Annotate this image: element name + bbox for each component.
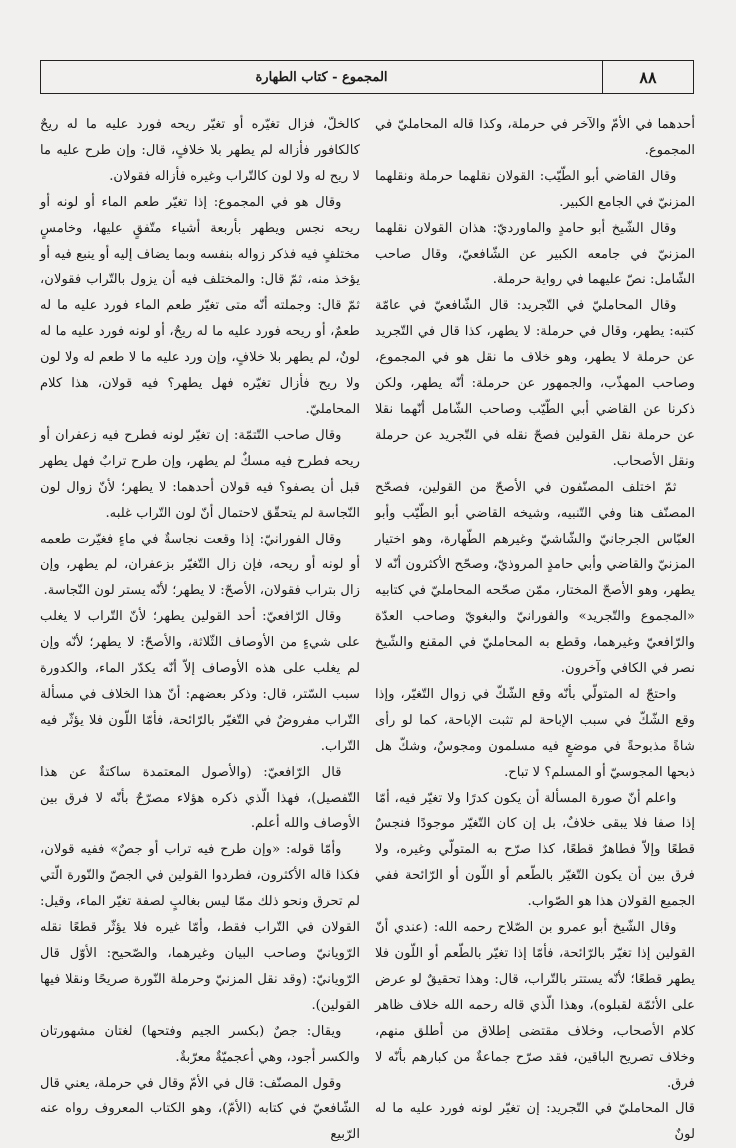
running-title: المجموع - كتاب الطهارة bbox=[255, 69, 388, 85]
paragraph: وأمّا قوله: «وإن طرح فيه تراب أو جصٌ» ففيه قولان، فكذا قاله الأكثرون، فطردوا القولين في الجصّ والنّورة الّتي لم تحرق ونحو ذلك ممّا ليس بغالبٍ لصفة تغيّر الماء، وقيل: القولان في التّراب فقط، وأمّا غيره فلا يؤثّر قطعًا نقله الرّويانيّ وصاحب البيان وغيرهما، والصّحيح: الأوّل قال الرّويانيّ: (وقد نقل المزنيّ وحرملة النّورة صريحًا ونقلا فيها القولين). bbox=[40, 842, 360, 1013]
paragraph: أحدهما في الأمّ والآخر في حرملة، وكذا قاله المحامليّ في المجموع. bbox=[375, 117, 695, 158]
paragraph: وقول المصنّف: قال في الأمّ وقال في حرملة، يعني قال الشّافعيّ في كتابه (الأمّ)، وهو الكتاب المعروف رواه عنه الرّبيع bbox=[40, 1075, 360, 1143]
paragraph: ثمّ اختلف المصنّفون في الأصحّ من القولين، فصحّح المصنّف هنا وفي التّنبيه، وشيخه القاضي أبو الطّيّب وأبو العبّاس الجرجانيّ والشّاشيّ وغيرهم الطّهارة، وهو اختيار المزنيّ والقاضي وأبي حامدٍ المروذيّ، وصحّح الأكثرون أنّه لا يطهر، وهو الأصحّ المختار، ممّن صحّحه المحامليّ في كتابيه «المجموع والتّجريد» والفورانيّ والبغويّ وصاحب العدّة والرّافعيّ وغيرهما، وقطع به المحامليّ في المقنع والشّيخ نصر في الكافي وآخرون. bbox=[375, 479, 695, 677]
paragraph: واحتجّ له المتولّي بأنّه وقع الشّكّ في زوال التّغيّر، وإذا وقع الشّكّ في سبب الإباحة لم تثبت الإباحة، كما لو رأى شاةً مذبوحةً في موضعٍ فيه مسلمون ومجوسٌ، وشكّ هل ذبحها المجوسيّ أو المسلم؟ لا تباح. bbox=[375, 686, 695, 780]
paragraph: وقال القاضي أبو الطّيّب: القولان نقلهما حرملة ونقلهما المزنيّ في الجامع الكبير. bbox=[375, 168, 695, 210]
page-number: ٨٨ bbox=[602, 61, 693, 93]
left-column bbox=[40, 112, 360, 1148]
paragraph: وقال صاحب التّتمّة: إن تغيّر لونه فطرح فيه زعفران أو ريحه فطرح فيه مسكٌ لم يطهر، وإن طرح ترابٌ فهل يطهر قبل أن يصفو؟ فيه قولان أحدهما: لا يطهر؛ لأنّ زوال لون النّجاسة لم يتحقّق لاحتمال أنّ لون التّراب غلبه. bbox=[40, 427, 360, 521]
paragraph: وقال الرّافعيّ: أحد القولين يطهر؛ لأنّ التّراب لا يغلب على شيءٍ من الأوصاف الثّلاثة، والأصحّ: لا يطهر؛ لأنّه وإن لم يغلب على هذه الأوصاف إلاّ أنّه يكدّر الماء، والكدورة سبب السّتر، قال: وذكر بعضهم: أنّ هذا الخلاف في مسألة التّراب مفروضٌ في التّغيّر بالرّائحة، فأمّا اللّون فلا يؤثّر فيه التّراب. bbox=[40, 609, 360, 754]
paragraph: وقال المحامليّ في التّجريد: قال الشّافعيّ في عامّة كتبه: يطهر، وقال في حرملة: لا يطهر، كذا قال في التّجريد عن حرملة لا يطهر، وهو خلاف ما نقل هو في المجموع، وصاحب المهذّب، والجمهور عن حرملة: أنّه يطهر، ولكن ذكرنا عن القاضي أبي الطّيّب وصاحب الشّامل أنّهما نقلا عن حرملة نقل القولين فصحّ نقله في التّجريد عن حرملة ونقل الأصحاب. bbox=[375, 298, 695, 469]
paragraph: ويقال: جصٌ (بكسر الجيم وفتحها) لغتان مشهورتان والكسر أجود، وهي أعجميّةٌ معرّبةٌ. bbox=[40, 1023, 360, 1065]
paragraph: وقال الفورانيّ: إذا وقعت نجاسةٌ في ماءٍ فغيّرت طعمه أو لونه أو ريحه، فإن زال التّغيّر بزعفران، لم يطهر، وإن زال بتراب فقولان، الأصحّ: لا يطهر؛ لأنّه يستر لون النّجاسة. bbox=[40, 531, 360, 599]
paragraph: قال المحامليّ في التّجريد: إن تغيّر لونه فورد عليه ما له لونٌ bbox=[375, 1101, 695, 1143]
paragraph: وقال الشّيخ أبو حامدٍ والماورديّ: هذان القولان نقلهما المزنيّ في جامعه الكبير عن الشّافعيّ، وقال صاحب الشّامل: نصّ عليهما في رواية حرملة. bbox=[375, 220, 695, 288]
paragraph: واعلم أنّ صورة المسألة أن يكون كدرًا ولا تغيّر فيه، أمّا إذا صفا فلا يبقى خلافٌ، بل إن كان التّغيّر موجودًا فنجسٌ قطعًا وإلاّ فطاهرٌ قطعًا، كذا صرّح به المتولّي وغيره، ولا فرق بين أن يكون التّغيّر بالطّعم أو اللّون أو الرّائحة ففي الجميع القولان هذا هو الصّواب. bbox=[375, 790, 695, 910]
paragraph: كالخلّ، فزال تغيّره أو تغيّر ريحه فورد عليه ما له ريحٌ كالكافور فأزاله لم يطهر بلا خلافٍ، قال: وإن طرح عليه ما لا ريح له ولا لون كالتّراب وغيره فأزاله فقولان. bbox=[40, 117, 360, 184]
paragraph: وقال هو في المجموع: إذا تغيّر طعم الماء أو لونه أو ريحه نجس ويطهر بأربعة أشياء متّفقٍ عليها، وخامسٍ مختلفٍ فيه فذكر زواله بنفسه وبما يضاف إليه أو ينبع فيه أو يؤخذ منه، ثمّ قال: والمختلف فيه أن يزول بالتّراب فقولان، ثمّ قال: وجملته أنّه متى تغيّر طعم الماء فورد عليه ما له طعمٌ، أو ريحه فورد عليه ما له ريحٌ، أو لونه فورد عليه ما له لونٌ، لم يطهر بلا خلافٍ، وإن ورد عليه ما لا طعم له ولا لون ولا ريح فأزال تغيّره فهل يطهر؟ فيه قولان، هذا كلام المحامليّ. bbox=[40, 194, 360, 417]
right-column bbox=[375, 112, 695, 1148]
paragraph: قال الرّافعيّ: (والأصول المعتمدة ساكتةٌ عن هذا التّفصيل)، فهذا الّذي ذكره هؤلاء مصرّحٌ بأنّه لا فرق بين الأوصاف والله أعلم. bbox=[40, 764, 360, 832]
page-header bbox=[40, 60, 694, 94]
paragraph: وقال الشّيخ أبو عمرو بن الصّلاح رحمه الله: (عندي أنّ القولين إذا تغيّر بالرّائحة، فأمّا إذا تغيّر بالطّعم أو اللّون فلا يطهر قطعًا؛ لأنّه يستتر بالتّراب، قال: وهذا تحقيقٌ لو عرض على الأئمّة لقبلوه)، وهذا الّذي قاله رحمه الله خلاف ظاهر كلام الأصحاب، وخلاف مقتضى إطلاق من أطلق منهم، وخلاف تصريح الباقين، فقد صرّح جماعةٌ من كبارهم بأنّه لا فرق. bbox=[375, 920, 695, 1091]
